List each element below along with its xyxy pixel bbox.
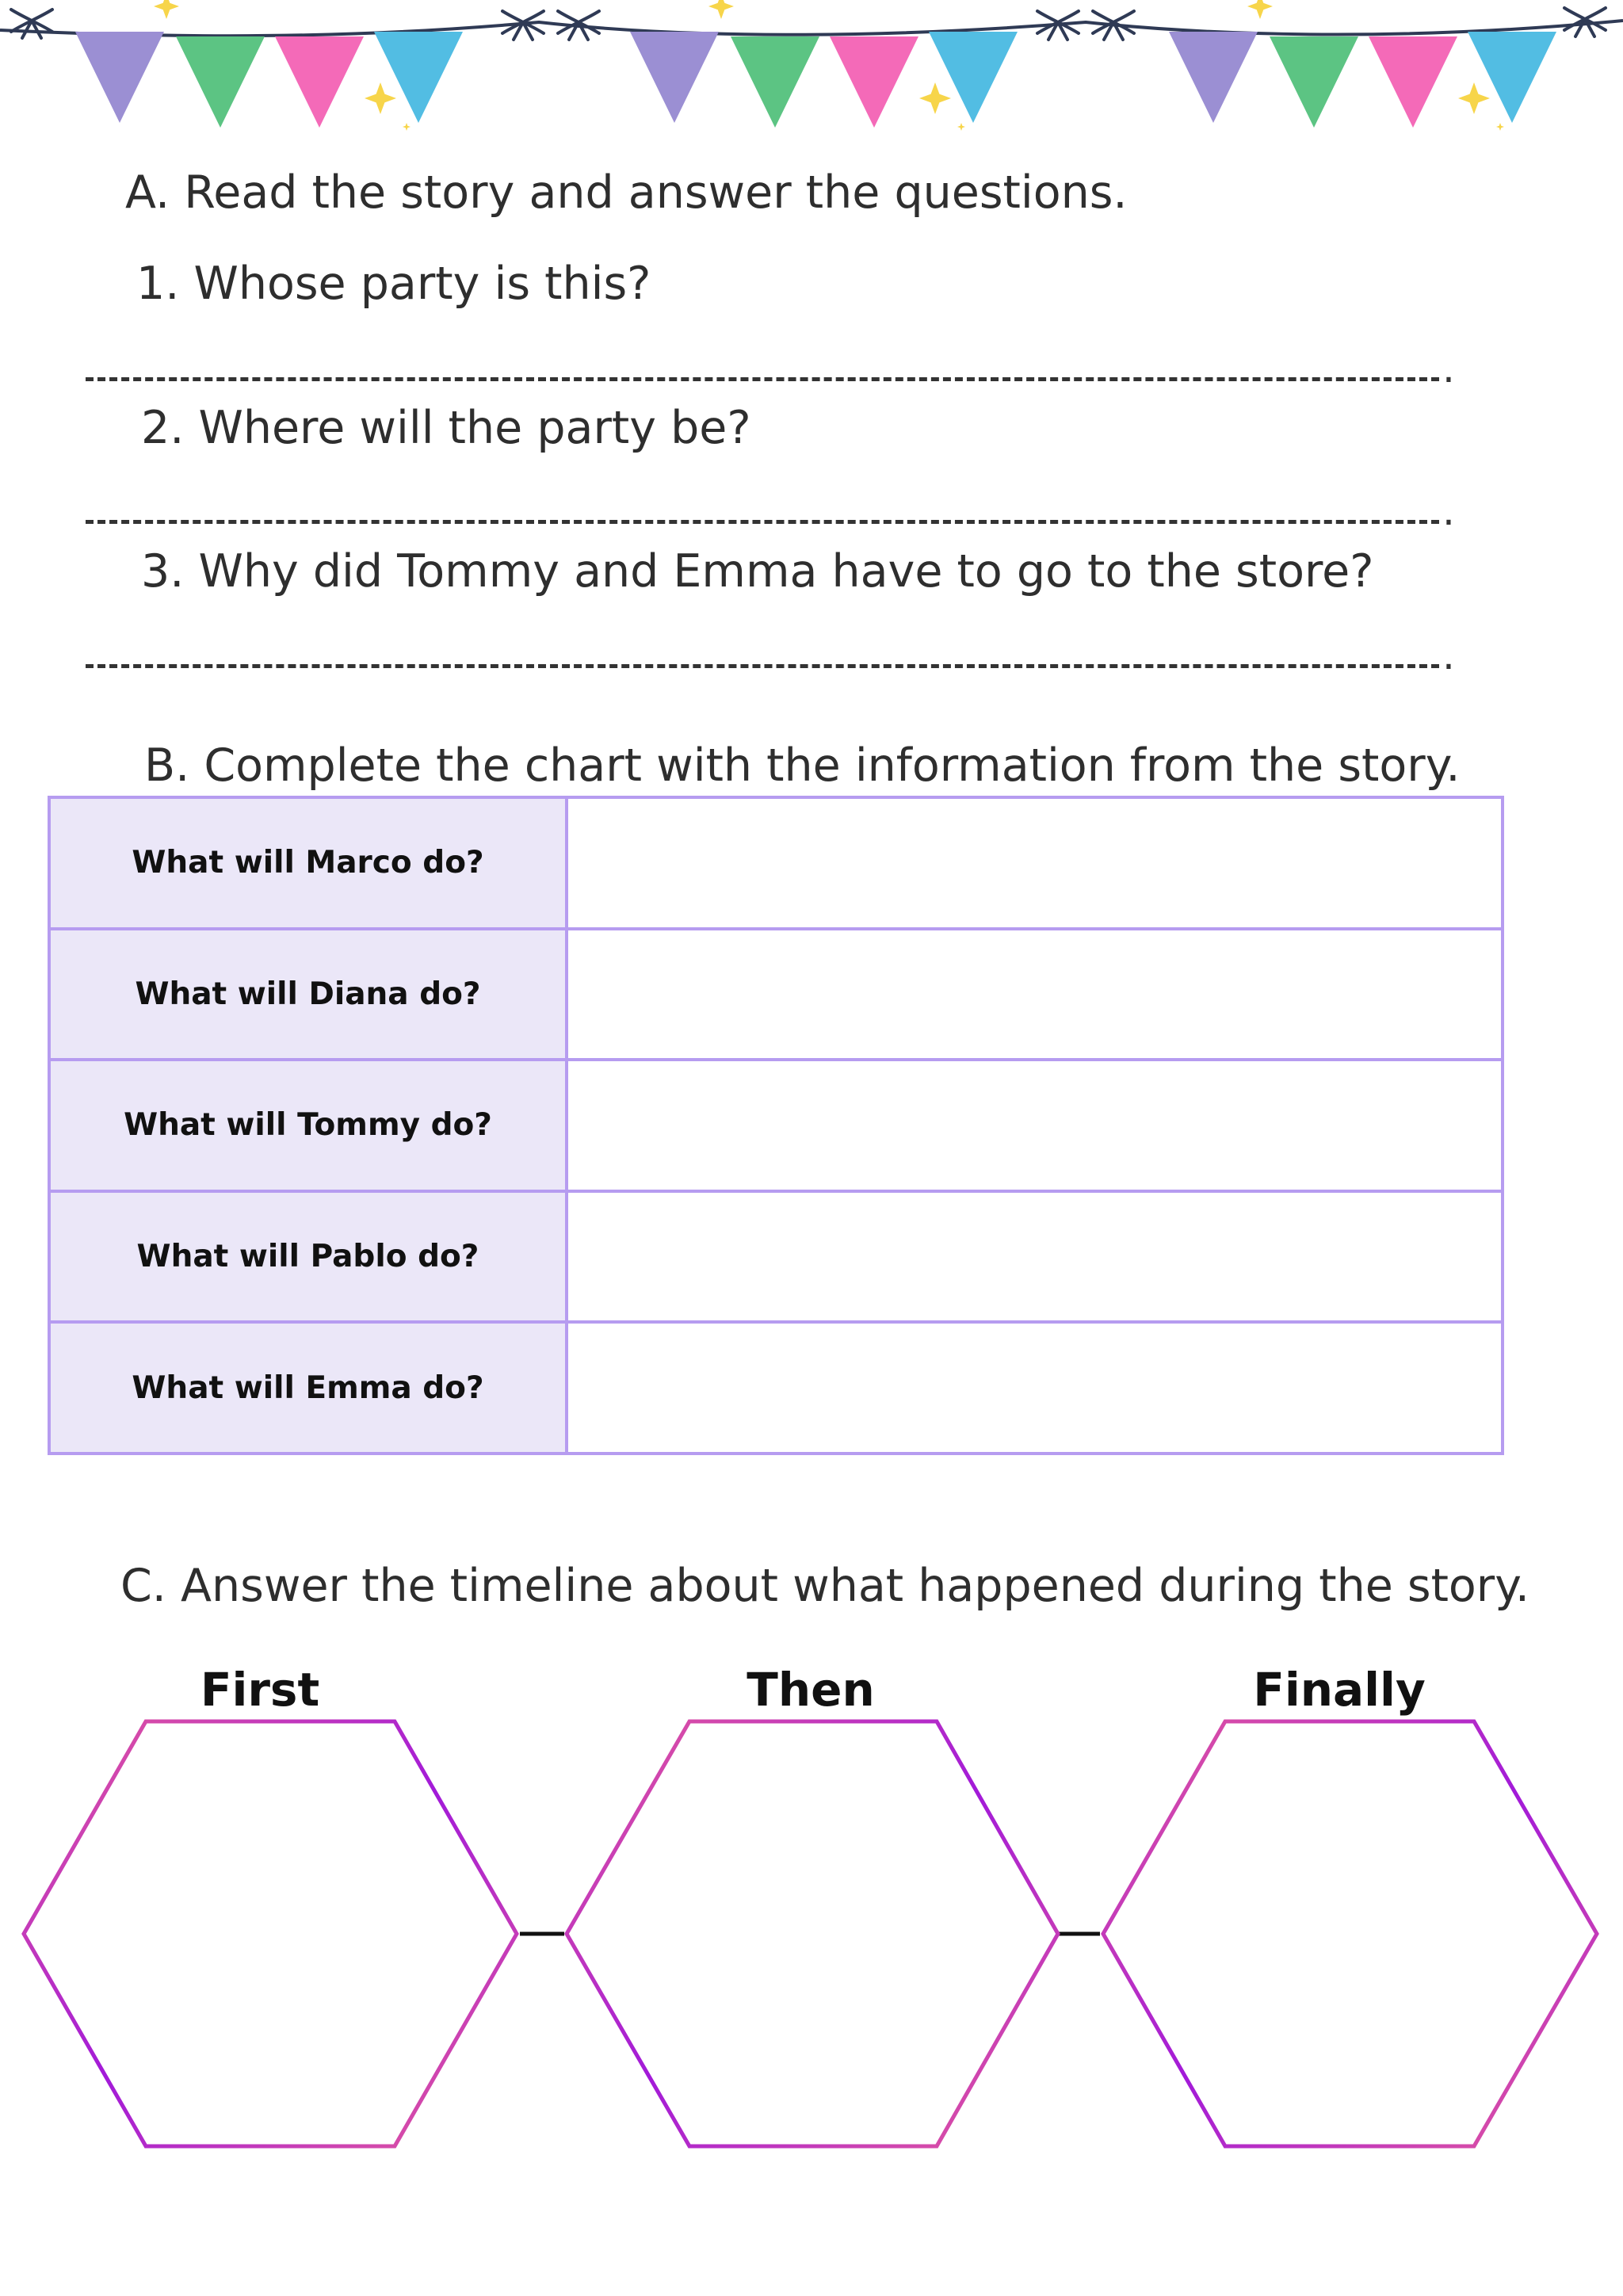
bunting-flag: [75, 32, 164, 123]
answer-line-3-period: .: [1442, 632, 1455, 678]
timeline-label-finally: Finally: [1253, 1663, 1426, 1717]
chart-question-pablo: What will Pablo do?: [49, 1191, 567, 1323]
star-icon: [1458, 82, 1490, 114]
answer-line-2-period: .: [1442, 488, 1455, 534]
chart-answer-marco[interactable]: [567, 797, 1503, 929]
timeline-label-first: First: [200, 1663, 320, 1717]
star-icon: [1247, 0, 1273, 19]
chart-answer-diana[interactable]: [567, 929, 1503, 1060]
bunting-flag: [630, 32, 719, 123]
bow-icon: [11, 10, 52, 38]
bunting-flag: [1369, 36, 1457, 128]
chart-answer-pablo[interactable]: [567, 1191, 1503, 1323]
bunting-flag: [176, 36, 265, 128]
star-icon: [365, 82, 396, 114]
chart-row: [49, 929, 1503, 1060]
bunting-flag: [830, 36, 918, 128]
chart-row: [49, 1060, 1503, 1191]
bunting-flag: [731, 36, 819, 128]
bunting-string: [0, 21, 1623, 36]
chart-question-marco: What will Marco do?: [49, 797, 567, 929]
bunting-flag: [374, 32, 463, 123]
answer-line-3[interactable]: [86, 664, 1439, 668]
timeline-box-then[interactable]: [567, 1721, 1058, 2146]
star-icon: [1496, 123, 1504, 131]
star-icon: [403, 123, 411, 131]
chart-answer-tommy[interactable]: [567, 1060, 1503, 1191]
timeline-box-first[interactable]: [24, 1721, 517, 2146]
question-1: 1. Whose party is this?: [136, 258, 651, 310]
chart-question-tommy: What will Tommy do?: [49, 1060, 567, 1191]
chart-answer-emma[interactable]: [567, 1322, 1503, 1454]
bunting-flag: [1468, 32, 1556, 123]
star-icon: [957, 123, 965, 131]
section-a-heading: A. Read the story and answer the questions.: [125, 166, 1128, 219]
chart-row: [49, 1191, 1503, 1323]
answer-line-2[interactable]: [86, 520, 1439, 524]
chart-question-diana: What will Diana do?: [49, 929, 567, 1060]
question-2: 2. Where will the party be?: [141, 402, 751, 454]
chart-row: [49, 797, 1503, 929]
star-icon: [154, 0, 179, 19]
section-b-heading: B. Complete the chart with the information from the story.: [144, 739, 1461, 792]
chart-question-emma: What will Emma do?: [49, 1322, 567, 1454]
answer-line-1-period: .: [1442, 346, 1455, 392]
bunting-flag: [1270, 36, 1358, 128]
bunting-flag: [929, 32, 1018, 123]
party-bunting-decoration: [0, 0, 1623, 159]
bunting-flag: [1169, 32, 1258, 123]
timeline-box-finally[interactable]: [1103, 1721, 1597, 2146]
character-chart: [48, 796, 1504, 1455]
answer-line-1[interactable]: [86, 377, 1439, 381]
question-3: 3. Why did Tommy and Emma have to go to the store?: [141, 545, 1374, 598]
section-c-heading: C. Answer the timeline about what happened during the story.: [120, 1560, 1529, 1612]
timeline-diagram: [0, 1704, 1623, 2164]
star-icon: [708, 0, 734, 19]
bunting-flag: [275, 36, 364, 128]
timeline-label-then: Then: [747, 1663, 875, 1717]
chart-row: [49, 1322, 1503, 1454]
star-icon: [919, 82, 951, 114]
